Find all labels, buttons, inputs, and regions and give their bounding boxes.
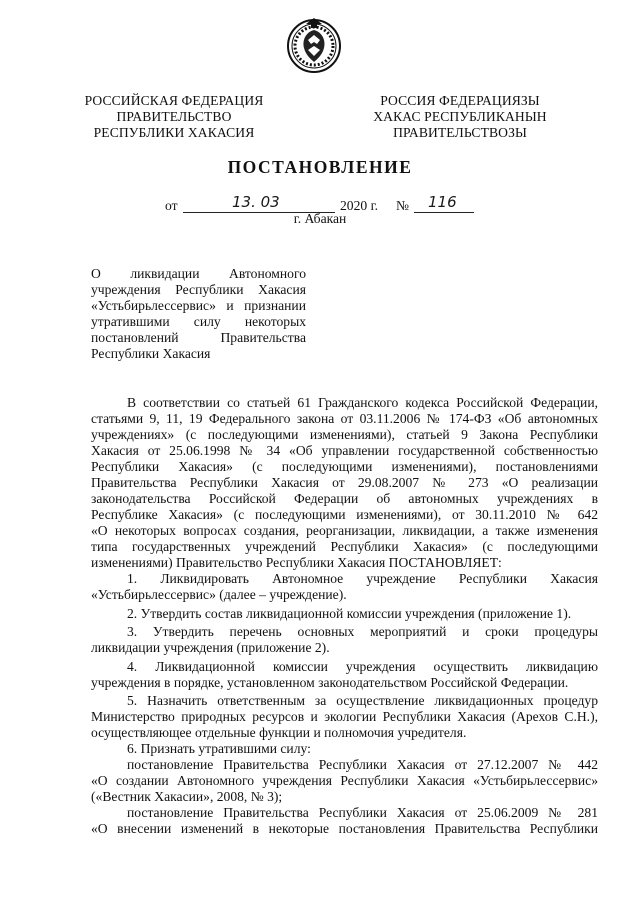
body-line: Министерство природных ресурсов и экологии Республики Хакасия (Арехов С.Н.), xyxy=(91,709,598,725)
body-line: 1. Ликвидировать Автономное учреждение Республики Хакасия xyxy=(127,571,598,586)
subject-line: Республики Хакасия xyxy=(91,346,211,361)
header-right-line: ХАКАС РЕСПУБЛИКАНЫН xyxy=(373,109,547,124)
date-year: 2020 г. xyxy=(340,198,379,213)
header-left-block xyxy=(74,93,274,141)
city-label: г. Абакан xyxy=(293,211,347,226)
body-line: 3. Утвердить перечень основных мероприятий и сроки процедуры xyxy=(127,624,598,640)
body-line: («Вестник Хакасии», 2008, № 3); xyxy=(91,789,283,805)
body-line: 5. Назначить ответственным за осуществление ликвидационных процедур xyxy=(127,693,598,709)
body-line: осуществляющее отдельные функции и полномочия учредителя. xyxy=(91,725,467,741)
body-line: 4. Ликвидационной комиссии учреждения осуществить ликвидацию xyxy=(127,658,598,674)
body-line: 6. Признать утратившими силу: xyxy=(127,741,311,757)
handwritten-date: 13. 03 xyxy=(232,193,280,211)
body-line: 2. Утвердить состав ликвидационной комиссии учреждения (приложение 1). xyxy=(127,605,572,621)
header-left-line: ПРАВИТЕЛЬСТВО xyxy=(116,109,232,124)
header-right-line: РОССИЯ ФЕДЕРАЦИЯЗЫ xyxy=(380,93,540,108)
body-line: В соответствии со статьей 61 Гражданского кодекса Российской Федерации, xyxy=(127,395,598,410)
subject-line: О ликвидации Автономного xyxy=(91,266,306,281)
document-title: ПОСТАНОВЛЕНИЕ xyxy=(227,157,413,177)
body-line: изменениями) Правительство Республики Хакасия ПОСТАНОВЛЯЕТ: xyxy=(91,555,502,570)
coat-of-arms-icon xyxy=(286,16,342,74)
body-line: ликвидации учреждения (приложение 2). xyxy=(91,640,330,656)
subject-line: утратившими силу некоторых xyxy=(91,314,306,329)
body-line: «Устьбирьлессервис» (далее – учреждение). xyxy=(91,587,347,602)
body-line: «О создании Автономного учреждения Республики Хакасия «Устьбирьлессервис» xyxy=(91,773,598,789)
subject-line: учреждения Республики Хакасия xyxy=(91,282,306,297)
subject-line: постановлений Правительства xyxy=(91,330,306,345)
document-subject xyxy=(91,266,306,362)
body-line: «О внесении изменений в некоторые постановления Правительства Республики xyxy=(91,821,598,837)
body-line: Республике Хакасия» (с последующими изменениями), от 30.11.2010 № 642 xyxy=(91,507,598,522)
body-line: Правительства Республики Хакасия от 29.08.2007 № 273 «О реализации xyxy=(91,475,598,490)
body-line: учреждения в порядке, установленном законодательством Российской Федерации. xyxy=(91,674,569,690)
document-body xyxy=(91,395,598,837)
header-right-line: ПРАВИТЕЛЬСТВОЗЫ xyxy=(393,125,527,140)
subject-line: «Устьбирьлессервис» и признании xyxy=(91,298,306,313)
body-line: статьями 9, 11, 19 Федерального закона от 03.11.2006 № 174-ФЗ «Об автономных xyxy=(91,411,598,426)
body-line: «О некоторых вопросах создания, реорганизации, ликвидации, а также изменения xyxy=(91,523,598,538)
number-label: № xyxy=(396,198,409,213)
body-line: постановление Правительства Республики Хакасия от 25.06.2009 № 281 xyxy=(127,805,598,821)
header-right-block xyxy=(360,93,560,141)
header-left-line: РЕСПУБЛИКИ ХАКАСИЯ xyxy=(93,125,255,140)
date-number-line xyxy=(0,193,640,213)
body-line: Хакасия от 25.06.1998 № 34 «Об управлении государственной собственностью xyxy=(91,443,598,458)
body-line: типа государственных учреждений Республики Хакасия» (с последующими xyxy=(91,539,598,554)
header-left-line: РОССИЙСКАЯ ФЕДЕРАЦИЯ xyxy=(84,93,264,108)
body-line: законодательства Российской Федерации об автономных учреждениях в xyxy=(91,491,598,506)
body-line: учреждениях» (с последующими изменениями), статьей 9 Закона Республики xyxy=(91,427,598,442)
body-line: постановление Правительства Республики Хакасия от 27.12.2007 № 442 xyxy=(127,757,598,773)
handwritten-number: 116 xyxy=(428,193,457,211)
body-line: Республики Хакасия» (с последующими изменениями), постановлениями xyxy=(91,459,598,474)
date-from-label: от xyxy=(165,198,178,213)
